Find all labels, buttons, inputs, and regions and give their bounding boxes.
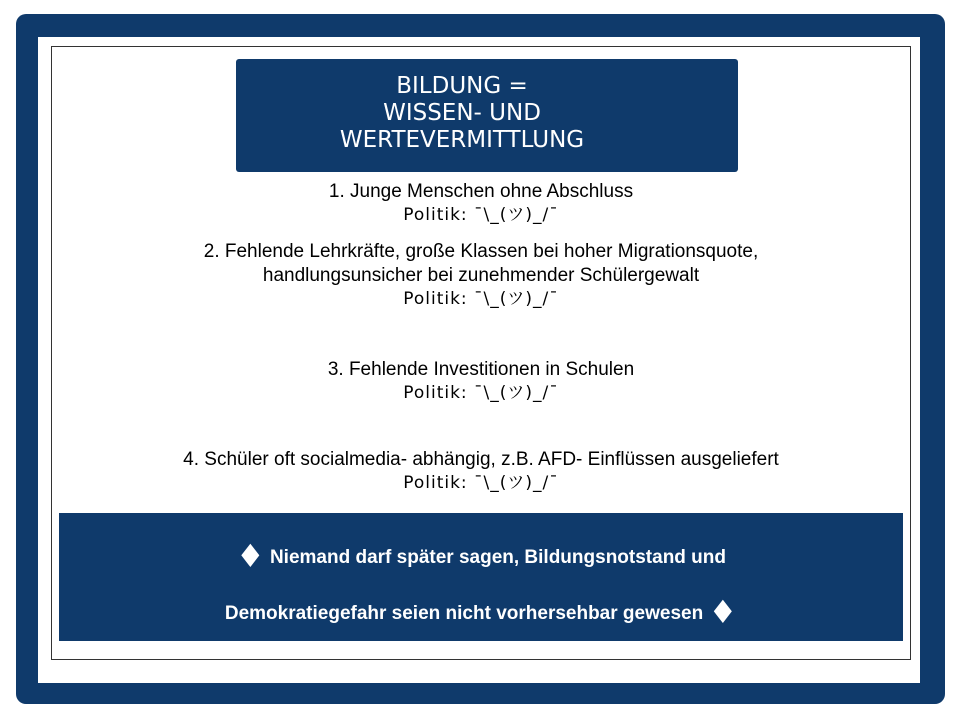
item-1-text: 1. Junge Menschen ohne Abschluss — [328, 181, 634, 202]
banner-text-1: Niemand darf später sagen, Bildungsnotstand und — [269, 547, 726, 568]
item-3-text: 3. Fehlende Investitionen in Schulen — [327, 359, 635, 380]
list-item-1 — [60, 180, 902, 226]
title-box — [236, 59, 738, 172]
banner-line-1 — [59, 537, 903, 575]
list-item-3 — [60, 358, 902, 404]
item-2-text-line-1: 2. Fehlende Lehrkräfte, große Klassen bei hoher Migrationsquote, — [203, 241, 759, 262]
item-4-text: 4. Schüler oft socialmedia- abhängig, z.B. AFD- Einflüssen ausgeliefert — [183, 449, 779, 470]
item-2-text-line-2: handlungsunsicher bei zunehmender Schülergewalt — [262, 265, 700, 286]
item-4-politik: Politik: ¯\_(ツ)_/¯ — [403, 473, 559, 493]
title-line-3: WERTEVERMITTLUNG — [339, 127, 585, 153]
title-line-1: BILDUNG = — [396, 73, 528, 99]
item-1-politik: Politik: ¯\_(ツ)_/¯ — [403, 205, 559, 225]
conclusion-banner — [59, 513, 903, 641]
title-line-2: WISSEN- UND — [383, 100, 541, 126]
banner-text-2: Demokratiegefahr seien nicht vorhersehbar gewesen — [224, 603, 704, 624]
diamond-icon: ♦ — [235, 537, 265, 575]
item-2-politik: Politik: ¯\_(ツ)_/¯ — [403, 289, 559, 309]
item-3-politik: Politik: ¯\_(ツ)_/¯ — [403, 383, 559, 403]
diamond-icon: ♦ — [708, 593, 738, 631]
banner-line-2 — [59, 593, 903, 631]
list-item-2 — [60, 240, 902, 310]
list-item-4 — [60, 448, 902, 494]
